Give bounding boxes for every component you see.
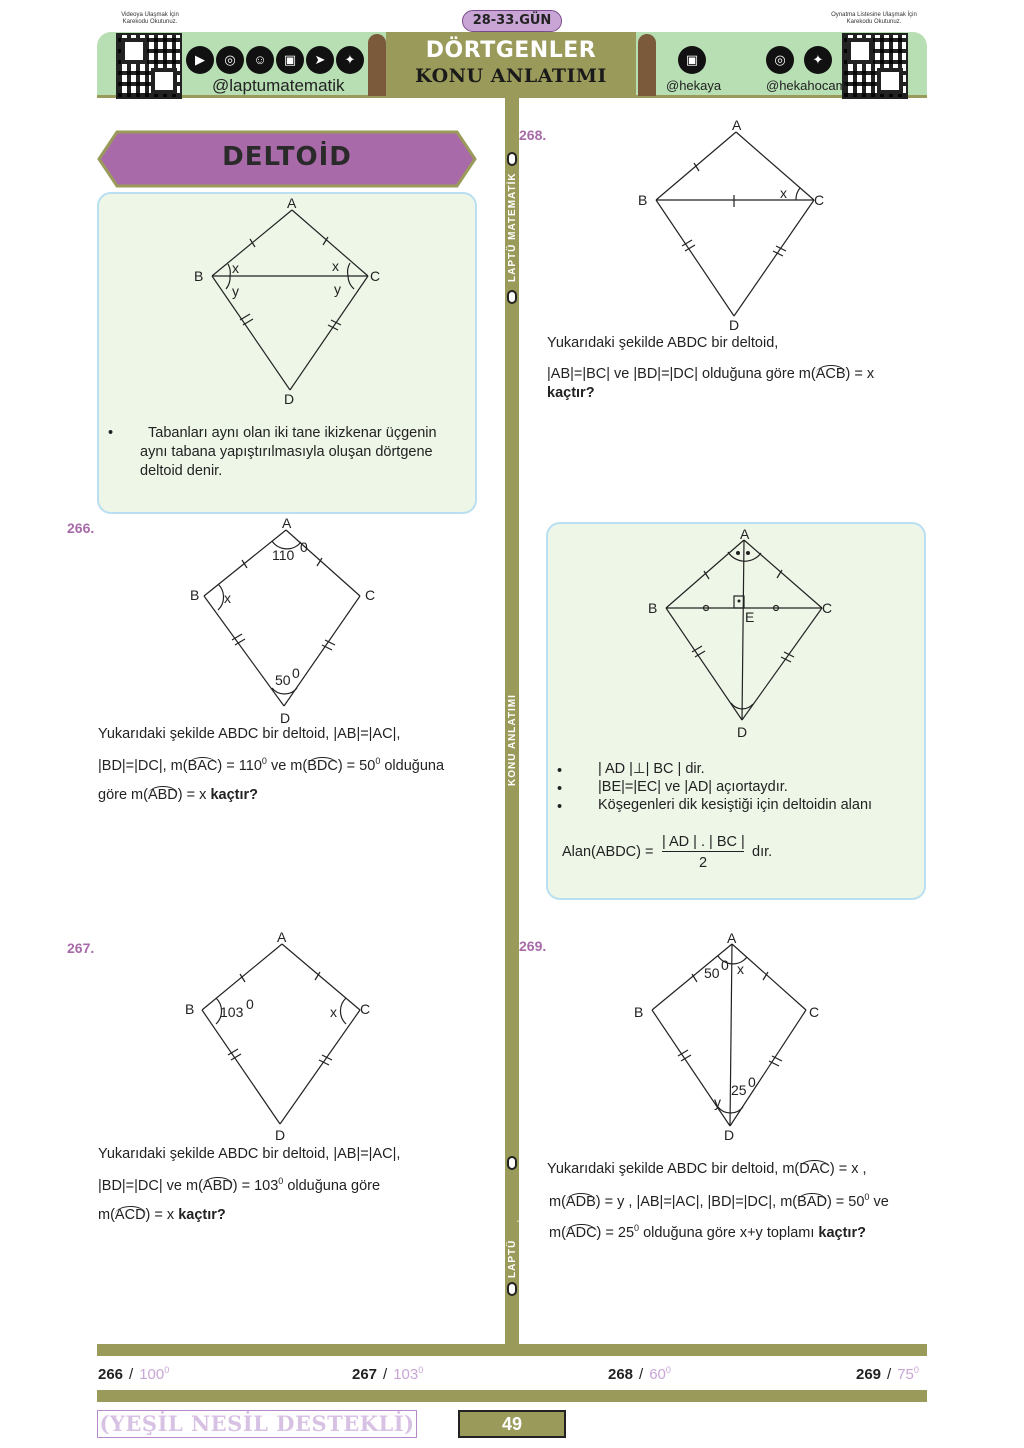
property-bisector: |BE|=|EC| ve |AD| açıortaydır. — [598, 779, 788, 795]
area-formula-lhs: Alan(ABDC) = — [562, 844, 654, 860]
vertex-label-c: C — [365, 587, 376, 603]
degree-sign: 0 — [748, 1074, 756, 1090]
vertex-label-d: D — [280, 710, 291, 726]
right-avatar — [638, 34, 656, 96]
answer-key-267: $267 / 103^0$ — [352, 1365, 424, 1383]
deltoid-figure-267 — [180, 924, 380, 1142]
answer-key-268: $268 / 60^0$ — [608, 1365, 671, 1383]
angle-label-x: x — [330, 1004, 337, 1020]
question-ask: kaçtır? — [178, 1207, 226, 1223]
vertex-label-d: D — [729, 317, 740, 333]
twitch-icon[interactable]: ▣ — [678, 46, 706, 74]
vertex-label-c: C — [822, 600, 833, 616]
degree-sign: 0 — [721, 957, 729, 973]
page-title: DÖRTGENLER — [425, 38, 597, 63]
vertex-label-a: A — [277, 929, 287, 945]
deltoid-figure-269 — [626, 926, 836, 1148]
vertex-label-a: A — [282, 515, 292, 531]
question-text-267-line2: |BD|=|DC| ve $m(ABD) = 103^0$ olduğuna göre — [98, 1176, 381, 1194]
page-number: 49 — [458, 1410, 566, 1438]
vertex-label-d: D — [737, 724, 748, 740]
deltoid-figure-268 — [630, 116, 840, 336]
vertex-label-b: B — [190, 587, 200, 603]
answer-bar-top — [97, 1344, 927, 1356]
question-text-266-line2: |BD|=|DC|, $m(BAC) = 110^0$ ve $m(BDC) = 50^0$ olduğuna — [98, 756, 445, 774]
question-number: 267. — [67, 940, 95, 956]
angle-label-y: y — [714, 1094, 721, 1110]
property-area-intro: Köşegenleri dik kesiştiği için deltoidin alanı — [598, 797, 873, 813]
left-handle[interactable]: @laptumatematik — [212, 76, 345, 95]
instagram-icon[interactable]: ◎ — [216, 46, 244, 74]
degree-sign: 0 — [292, 665, 300, 681]
degree-sign: 0 — [300, 539, 308, 555]
left-qr-code[interactable] — [116, 33, 182, 99]
question-number: 268. — [519, 127, 547, 143]
vertex-label-b: B — [638, 192, 648, 208]
discord-icon[interactable]: ☺ — [246, 46, 274, 74]
question-number: 269. — [519, 938, 547, 954]
right-qr-note: Oynatma Listesine Ulaşmak İçin Karekodu Okutunuz. — [831, 12, 917, 25]
vertex-label-d: D — [284, 391, 295, 407]
property-perpendicular: | AD |⊥| BC | dir. — [598, 761, 705, 777]
vertex-label-a: A — [727, 930, 737, 946]
answer-key-269: $269 / 75^0$ — [856, 1365, 919, 1383]
question-text-268-line1: Yukarıdaki şekilde ABDC bir deltoid, — [547, 335, 779, 351]
question-ask: kaçtır? — [210, 787, 258, 803]
vertex-label-c: C — [370, 268, 381, 284]
youtube-icon[interactable]: ▶ — [186, 46, 214, 74]
vertex-label-a: A — [740, 526, 750, 542]
question-text-267-line1: Yukarıdaki şekilde ABDC bir deltoid, |AB|=|AC|, — [98, 1146, 401, 1162]
angle-label-x: x — [224, 590, 231, 606]
bullet-marker: • — [108, 425, 114, 441]
divider-dot — [507, 152, 517, 166]
question-ask: kaçtır? — [547, 385, 595, 401]
section-title: DELTOİD — [222, 142, 352, 172]
question-text-268-line2: |AB|=|BC| ve |BD|=|DC| olduğuna göre m(ACB) = x — [547, 366, 875, 382]
footer-slogan: (YEŞİL NESİL DESTEKLİ) — [97, 1410, 417, 1438]
vertex-label-c: C — [809, 1004, 820, 1020]
divider-dot — [507, 1282, 517, 1296]
bullet-marker: • — [557, 799, 563, 815]
question-text-266-line3: göre m(ABD) = x kaçtır? — [98, 787, 258, 803]
vertex-label-a: A — [732, 117, 742, 133]
vertex-label-b: B — [194, 268, 204, 284]
angle-value-a: 110 — [272, 547, 295, 563]
header-title-box — [386, 32, 636, 98]
right-qr-code[interactable] — [842, 33, 908, 99]
question-text-269-line3: $m(ADC) = 25^0$ olduğuna göre x+y toplamı kaçtır? — [549, 1223, 866, 1241]
question-text-269-line1: Yukarıdaki şekilde ABDC bir deltoid, m(DAC) = x , — [547, 1161, 867, 1177]
deltoid-definition: Tabanları aynı olan iki tane ikizkenar üçgenin aynı tabana yapıştırılmasıyla oluşan dörtgene deltoid denir. — [140, 425, 437, 479]
deltoid-figure-definition — [180, 192, 400, 414]
angle-label-x: x — [780, 185, 787, 201]
degree-sign: 0 — [246, 996, 254, 1012]
deltoid-figure-properties — [636, 524, 846, 746]
page-subtitle: KONU ANLATIMI — [415, 65, 607, 87]
question-number: 266. — [67, 520, 95, 536]
area-formula-denominator: 2 — [698, 855, 708, 871]
point-label-e: E — [745, 609, 755, 625]
vertex-label-b: B — [648, 600, 658, 616]
divider-dot — [507, 1156, 517, 1170]
vertex-label-c: C — [360, 1001, 371, 1017]
right-handle-2[interactable]: @hekahocam — [766, 78, 847, 93]
angle-label-x: x — [332, 258, 339, 274]
twitter-icon[interactable]: ✦ — [804, 46, 832, 74]
angle-label-x: x — [737, 961, 744, 977]
question-ask: kaçtır? — [818, 1224, 866, 1241]
bullet-marker: • — [557, 763, 563, 779]
angle-label-y: y — [334, 281, 341, 297]
angle-label-y: y — [232, 283, 239, 299]
angle-label-x: x — [232, 260, 239, 276]
angle-value-b: 103 — [220, 1004, 244, 1020]
angle-value-a: 50 — [704, 965, 720, 981]
sidebar-label-mid: KONU ANLATIMI — [507, 694, 518, 786]
twitch-icon[interactable]: ▣ — [276, 46, 304, 74]
bullet-marker: • — [557, 781, 563, 797]
left-avatar — [368, 34, 386, 96]
vertex-label-d: D — [724, 1127, 735, 1143]
vertex-label-b: B — [185, 1001, 195, 1017]
right-handle-1[interactable]: @hekaya — [666, 78, 722, 93]
answer-key-266: $266 / 100^0$ — [98, 1365, 170, 1383]
question-text-267-line3: m(ACD) = x kaçtır? — [98, 1207, 226, 1223]
sidebar-label-top: LAPTÜ MATEMATİK — [507, 172, 518, 282]
telegram-icon[interactable]: ➤ — [306, 46, 334, 74]
divider-dot — [507, 290, 517, 304]
left-qr-note: Videoya Ulaşmak İçin Karekodu Okutunuz. — [121, 12, 179, 25]
area-formula-rhs: dır. — [752, 844, 773, 860]
vertex-label-a: A — [287, 195, 297, 211]
vertex-label-d: D — [275, 1127, 286, 1142]
twitter-icon[interactable]: ✦ — [336, 46, 364, 74]
sidebar-label-bottom: LAPTÜ REHBERLİK — [507, 1210, 529, 1278]
question-text-269-line2: m(ADB) = y , |AB|=|AC|, |BD|=|DC|, $m(BAD) = 50^0$ ve — [549, 1192, 889, 1210]
area-formula-numerator: | AD | . | BC | — [662, 834, 745, 850]
deltoid-figure-266 — [180, 512, 380, 726]
vertex-label-b: B — [634, 1004, 644, 1020]
angle-value-d: 25 — [731, 1082, 747, 1098]
instagram-icon[interactable]: ◎ — [766, 46, 794, 74]
answer-bar-bottom — [97, 1390, 927, 1402]
question-text-266-line1: Yukarıdaki şekilde ABDC bir deltoid, |AB|=|AC|, — [98, 726, 401, 742]
vertex-label-c: C — [814, 192, 825, 208]
day-badge: 28-33.GÜN — [462, 10, 562, 32]
angle-value-d: 50 — [275, 672, 291, 688]
